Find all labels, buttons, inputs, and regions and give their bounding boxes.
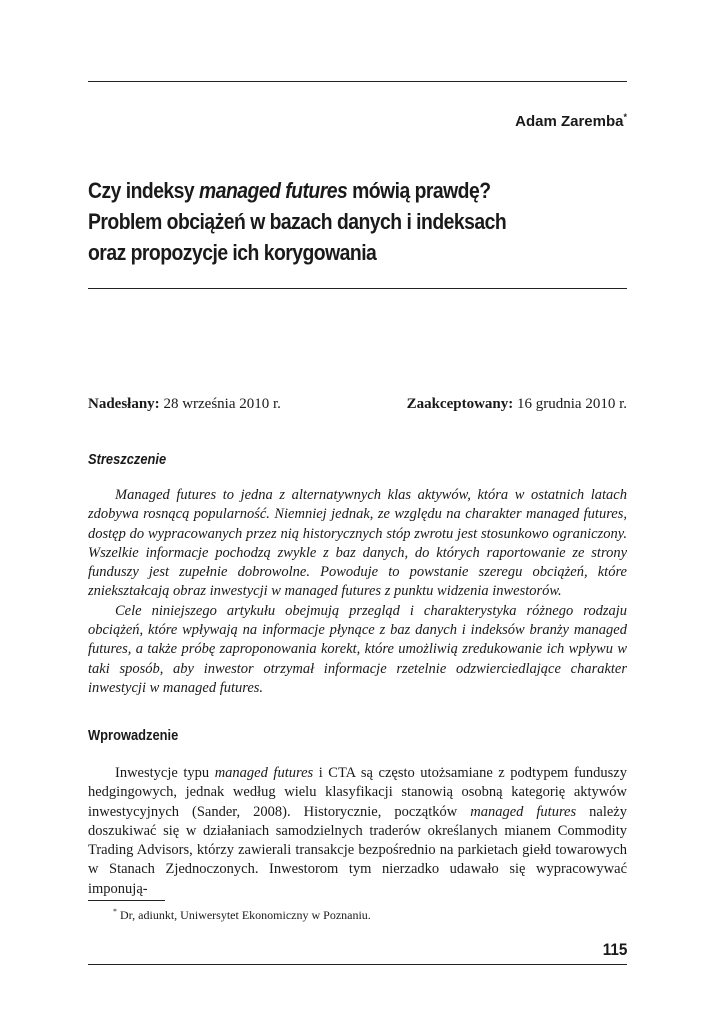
footnote-text: Dr, adiunkt, Uniwersytet Ekonomiczny w Poznaniu. bbox=[117, 908, 371, 922]
title-line-2: Problem obciążeń w bazach danych i indeksach bbox=[88, 209, 507, 234]
footnote-mark: * bbox=[113, 907, 117, 916]
introduction-heading: Wprowadzenie bbox=[88, 727, 179, 744]
intro-italic-1: managed futures bbox=[214, 765, 314, 781]
page-number: 115 bbox=[602, 940, 627, 959]
submitted-label: Nadesłany: bbox=[88, 396, 160, 412]
abstract-heading: Streszczenie bbox=[88, 451, 167, 468]
header-rule bbox=[88, 81, 627, 82]
introduction-paragraph bbox=[88, 764, 627, 899]
intro-text-1: Inwestycje typu bbox=[115, 765, 215, 781]
intro-text-3: należy doszukiwać się w działaniach samodzielnych traderów określanych mianem Commodity Trading Advisors, którzy zawierali transakcje bezpośrednio na parkietach giełd towarowych w Stanach Zjednoczonych. Inwestorom tym nierzadko udawało się wypracowywać imponują- bbox=[88, 803, 627, 897]
abstract-paragraph-1: Managed futures to jedna z alternatywnych klas aktywów, która w ostatnich latach zdobywa rosnącą popularność. Niemniej jednak, ze względu na charakter managed futures, dostęp do wypracowanych przez nią historycznych stóp zwrotu jest stosunkowo ograniczony. Wszelkie informacje pochodzą zwykle z baz danych, do których raportowanie ze strony funduszy jest zupełnie dobrowolne. Powoduje to powstanie szeregu obciążeń, które zniekształcają obraz inwestycji w managed futures z punktu widzenia inwestorów. bbox=[88, 487, 627, 600]
footnote bbox=[113, 907, 371, 923]
accepted-date bbox=[407, 396, 627, 413]
accepted-value: 16 grudnia 2010 r. bbox=[513, 396, 627, 412]
abstract-paragraph-2: Cele niniejszego artykułu obejmują przegląd i charakterystyka różnego rodzaju obciążeń, które wpływają na informacje płynące z baz danych i indeksów branży managed futures, a także próbę zaproponowania korekt, które umożliwią zredukowanie ich wpływu w taki sposób, aby inwestor otrzymał informacje rzetelnie odzwierciedlające charakter inwestycji w managed futures. bbox=[88, 602, 627, 696]
introduction-body bbox=[88, 764, 627, 899]
title-line-3: oraz propozycje ich korygowania bbox=[88, 240, 377, 265]
title-italic-term: managed futures bbox=[199, 178, 348, 203]
author-name bbox=[515, 112, 627, 130]
author-name-text: Adam Zaremba bbox=[515, 113, 624, 130]
intro-text-2: i CTA są często utożsamiane z podtypem funduszy hedgingowych, jednak według wielu klasyfikacji stanowią osobną kategorię aktywów inwestycyjnych (Sander, 2008). Historycznie, początków bbox=[88, 765, 627, 820]
title-line-1 bbox=[88, 175, 570, 206]
article-title bbox=[88, 175, 570, 268]
title-line-1-end: mówią prawdę? bbox=[347, 178, 491, 203]
title-rule bbox=[88, 288, 627, 289]
intro-italic-2: managed futures bbox=[470, 803, 577, 820]
accepted-label: Zaakceptowany: bbox=[406, 396, 514, 412]
abstract-body bbox=[88, 486, 627, 698]
footer-rule bbox=[88, 964, 627, 965]
submitted-value: 28 września 2010 r. bbox=[159, 396, 281, 412]
author-footnote-mark: * bbox=[623, 112, 627, 122]
submitted-date bbox=[88, 396, 281, 413]
footnote-rule bbox=[88, 900, 165, 901]
title-line-1-start: Czy indeksy bbox=[88, 178, 200, 203]
